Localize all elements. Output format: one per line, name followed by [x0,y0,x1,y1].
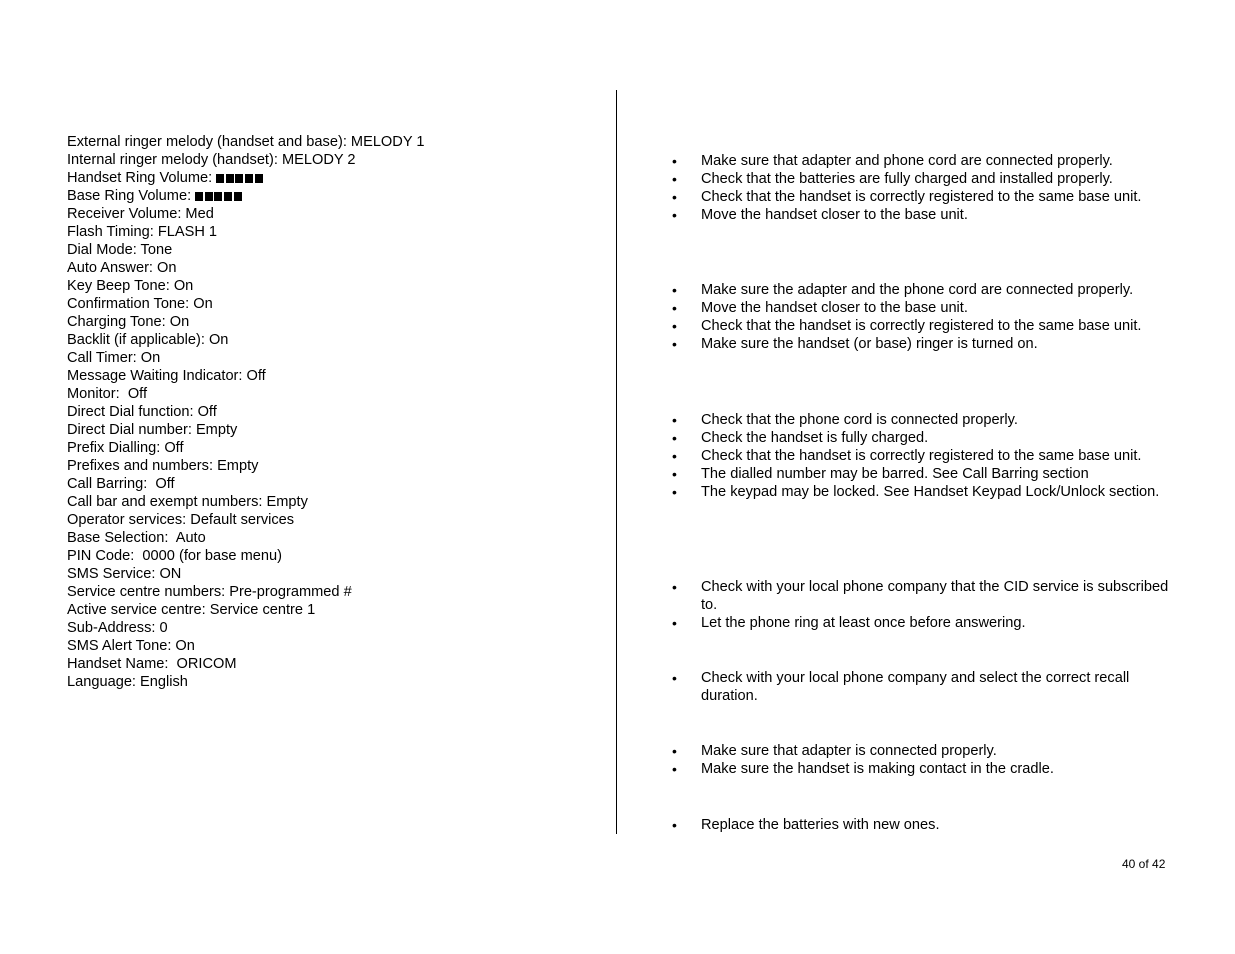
list-item [0,170,1171,188]
setting-line: Backlit (if applicable): On [67,332,229,348]
setting-line: Call Barring: Off [67,476,175,492]
list-item [0,483,1171,501]
bullet-icon: • [672,189,677,205]
troubleshooting-section [0,669,1171,705]
list-item [0,335,1171,353]
list-item [0,317,1171,335]
setting-line: Sub-Address: 0 [67,620,168,636]
setting-line: Charging Tone: On [67,314,190,330]
troubleshooting-section [0,281,1171,353]
setting-line: Internal ringer melody (handset): MELODY 2 [67,152,356,168]
setting-line: Base Selection: Auto [67,530,206,546]
list-item [0,411,1171,429]
setting-line: Handset Name: ORICOM [67,656,237,672]
bullet-icon: • [672,761,677,777]
setting-line: External ringer melody (handset and base): MELODY 1 [67,134,425,150]
setting-line: Prefix Dialling: Off [67,440,184,456]
bullet-icon: • [672,448,677,464]
bullet-icon: • [672,282,677,298]
setting-line: Flash Timing: FLASH 1 [67,224,218,240]
list-item-text: Check the handset is fully charged. [701,430,929,446]
list-item-text: Make sure that adapter is connected properly. [701,743,997,759]
bullet-icon: • [672,615,677,631]
troubleshooting-section [0,578,1171,632]
list-item [0,188,1171,206]
list-item [0,760,1171,778]
list-item [0,816,1171,834]
bullet-icon: • [672,300,677,316]
list-item-text: Check that the batteries are fully charged and installed properly. [701,171,1113,187]
setting-line: Monitor: Off [67,386,148,402]
list-item-text: Check with your local phone company that the CID service is subscribed to. [701,579,1169,613]
bullet-icon: • [672,153,677,169]
setting-line: Message Waiting Indicator: Off [67,368,266,384]
list-item-text: The keypad may be locked. See Handset Keypad Lock/Unlock section. [701,484,1160,500]
setting-line: Auto Answer: On [67,260,177,276]
list-item [0,281,1171,299]
setting-label: Handset Ring Volume: [67,170,217,186]
setting-line: Direct Dial number: Empty [67,422,238,438]
list-item-text: Make sure the handset (or base) ringer is turned on. [701,336,1038,352]
setting-line: Language: English [67,674,188,690]
list-item-text: Make sure the handset is making contact in the cradle. [701,761,1054,777]
setting-line: Key Beep Tone: On [67,278,194,294]
list-item [0,206,1171,224]
troubleshooting-section [0,152,1171,224]
list-item [0,429,1171,447]
page-number: 40 of 42 [1122,857,1166,871]
setting-line: Prefixes and numbers: Empty [67,458,259,474]
bullet-icon: • [672,466,677,482]
list-item-text: Check that the handset is correctly registered to the same base unit. [701,448,1142,464]
list-item [0,578,1171,614]
list-item [0,465,1171,483]
bullet-icon: • [672,171,677,187]
bullet-icon: • [672,336,677,352]
troubleshooting-section [0,742,1171,778]
bullet-icon: • [672,318,677,334]
list-item [0,299,1171,317]
setting-line: SMS Alert Tone: On [67,638,195,654]
list-item-text: Make sure that adapter and phone cord are connected properly. [701,153,1113,169]
list-item-text: Let the phone ring at least once before answering. [701,615,1026,631]
list-item [0,447,1171,465]
bullet-icon: • [672,412,677,428]
list-item-text: Replace the batteries with new ones. [701,817,940,833]
list-item [0,742,1171,760]
troubleshooting-section [0,411,1171,501]
setting-line: Active service centre: Service centre 1 [67,602,316,618]
setting-line: Service centre numbers: Pre-programmed # [67,584,352,600]
bullet-icon: • [672,484,677,500]
list-item-text: Check that the handset is correctly registered to the same base unit. [701,189,1142,205]
list-item-text: Check that the handset is correctly registered to the same base unit. [701,318,1142,334]
list-item [0,669,1171,705]
bullet-icon: • [672,670,677,686]
list-item-text: Check with your local phone company and select the correct recall duration. [701,670,1130,704]
setting-line: SMS Service: ON [67,566,182,582]
list-item-text: The dialled number may be barred. See Call Barring section [701,466,1089,482]
setting-line: Dial Mode: Tone [67,242,173,258]
bullet-icon: • [672,817,677,833]
setting-line: Call bar and exempt numbers: Empty [67,494,308,510]
list-item-text: Move the handset closer to the base unit. [701,300,968,316]
setting-line: Receiver Volume: Med [67,206,214,222]
list-item-text: Check that the phone cord is connected properly. [701,412,1018,428]
setting-line: Call Timer: On [67,350,161,366]
setting-label: Base Ring Volume: [67,188,196,204]
setting-line: PIN Code: 0000 (for base menu) [67,548,282,564]
bullet-icon: • [672,207,677,223]
bullet-icon: • [672,743,677,759]
setting-line: Operator services: Default services [67,512,295,528]
bullet-icon: • [672,579,677,595]
list-item-text: Make sure the adapter and the phone cord are connected properly. [701,282,1134,298]
troubleshooting-section [0,816,1171,834]
list-item [0,614,1171,632]
bullet-icon: • [672,430,677,446]
setting-line: Confirmation Tone: On [67,296,213,312]
list-item-text: Move the handset closer to the base unit. [701,207,968,223]
list-item [0,152,1171,170]
setting-line: Direct Dial function: Off [67,404,217,420]
